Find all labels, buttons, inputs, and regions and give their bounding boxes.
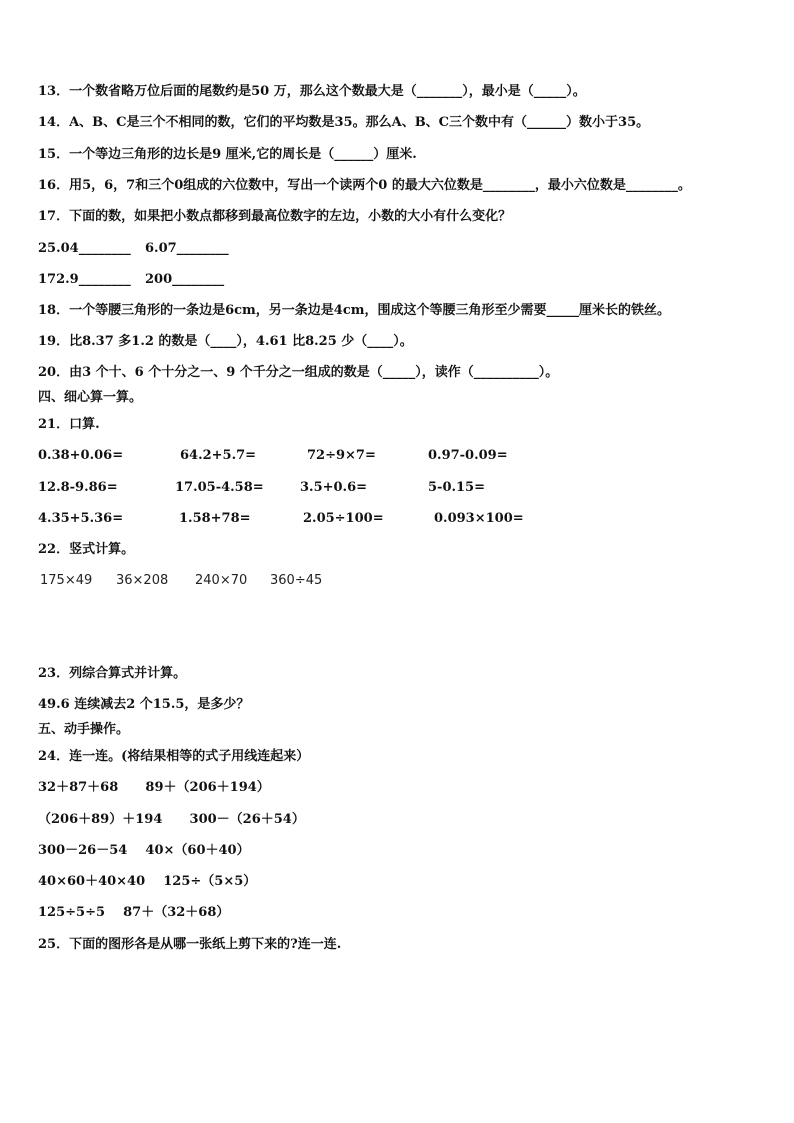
question-20: 20．由3 个十、6 个十分之一、9 个千分之一组成的数是（_____），读作（__________）。: [38, 365, 559, 380]
matching-row: （206＋89）＋194 300－（26＋54）: [38, 812, 305, 827]
question-23: 23．列综合算式并计算。: [38, 666, 187, 681]
question-13: 13．一个数省略万位后面的尾数约是50 万，那么这个数最大是（_______），最小是（_____）。: [38, 84, 586, 99]
calc-item: 0.093×100=: [434, 511, 524, 526]
calc-item: 72÷9×7=: [307, 448, 376, 463]
question-18: 18．一个等腰三角形的一条边是6cm，另一条边是4cm，围成这个等腰三角形至少需要_____厘米长的铁丝。: [38, 303, 671, 318]
question-17: 17．下面的数，如果把小数点都移到最高位数字的左边，小数的大小有什么变化？: [38, 209, 512, 224]
calc-item: 4.35+5.36=: [38, 511, 124, 526]
question-14: 14．A、B、C是三个不相同的数，它们的平均数是35。那么A、B、C三个数中有（______）数小于35。: [38, 115, 650, 130]
question-17-item: 6.07________: [145, 241, 229, 256]
calc-item: 5-0.15=: [428, 480, 485, 495]
calc-item: 12.8-9.86=: [38, 480, 118, 495]
vertical-calc-item: 360÷45: [270, 573, 323, 588]
question-24: 24．连一连。(将结果相等的式子用线连起来）: [38, 749, 310, 764]
question-21: 21．口算.: [38, 417, 100, 432]
question-23-text: 49.6 连续减去2 个15.5，是多少？: [38, 697, 250, 712]
matching-row: 300－26－54 40×（60＋40）: [38, 843, 250, 858]
calc-item: 0.97-0.09=: [428, 448, 508, 463]
matching-row: 32＋87＋68 89＋（206＋194）: [38, 780, 270, 795]
section-heading-5: 五、动手操作。: [38, 722, 130, 737]
matching-row: 40×60＋40×40 125÷（5×5）: [38, 874, 257, 889]
calc-item: 1.58+78=: [179, 511, 251, 526]
calc-item: 3.5+0.6=: [300, 480, 368, 495]
question-17-item: 25.04________: [38, 241, 131, 256]
question-25: 25．下面的图形各是从哪一张纸上剪下来的?连一连.: [38, 937, 342, 952]
question-15: 15．一个等边三角形的边长是9 厘米,它的周长是（______）厘米.: [38, 147, 417, 162]
question-17-item: 200________: [145, 272, 225, 287]
vertical-calc-item: 175×49: [40, 573, 93, 588]
question-19: 19．比8.37 多1.2 的数是（____），4.61 比8.25 少（____）。: [38, 334, 413, 349]
question-16: 16．用5，6，7和三个0组成的六位数中，写出一个读两个0 的最大六位数是________，最小六位数是________。: [38, 178, 691, 193]
calc-item: 0.38+0.06=: [38, 448, 124, 463]
matching-row: 125÷5÷5 87＋（32＋68）: [38, 905, 230, 920]
question-22: 22．竖式计算。: [38, 542, 135, 557]
calc-item: 17.05-4.58=: [175, 480, 264, 495]
vertical-calc-item: 36×208: [116, 573, 169, 588]
calc-item: 64.2+5.7=: [180, 448, 257, 463]
section-heading-4: 四、细心算一算。: [38, 390, 143, 405]
question-17-item: 172.9________: [38, 272, 131, 287]
vertical-calc-item: 240×70: [195, 573, 248, 588]
calc-item: 2.05÷100=: [303, 511, 384, 526]
